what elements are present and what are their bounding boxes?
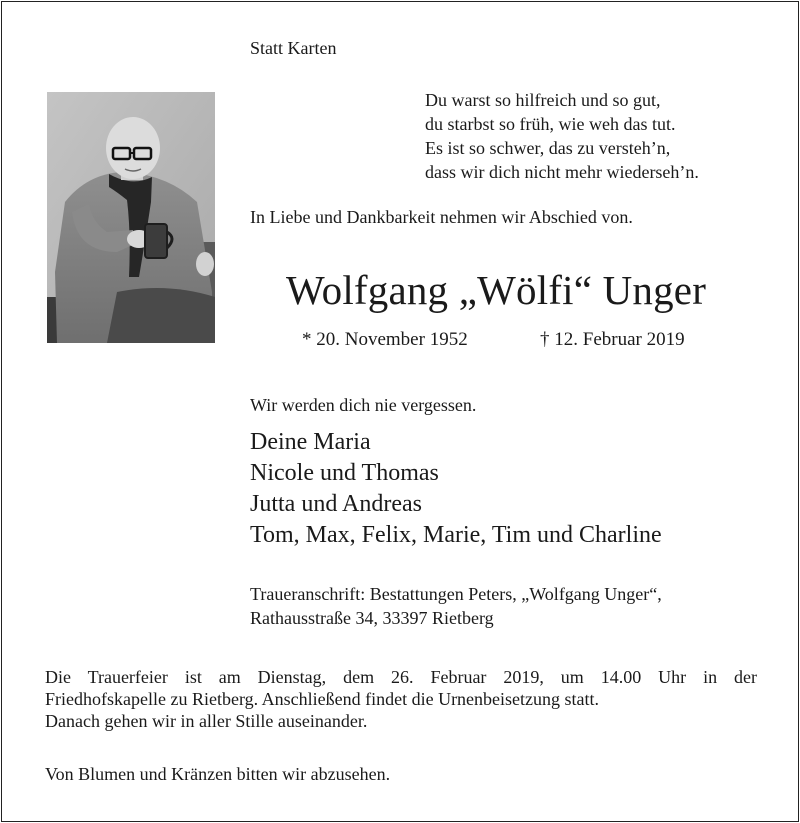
service-line: Danach gehen wir in aller Stille auseinander. — [45, 711, 368, 731]
poem — [425, 88, 699, 184]
service-line: Friedhofskapelle zu Rietberg. Anschließend findet die Urnenbeisetzung statt. — [45, 689, 600, 709]
closing-note: Von Blumen und Kränzen bitten wir abzusehen. — [45, 764, 391, 784]
birth-date: * 20. November 1952 — [302, 329, 468, 350]
address-line: Traueranschrift: Bestattungen Peters, „Wolfgang Unger“, — [250, 584, 662, 604]
poem-line: Du warst so hilfreich und so gut, — [425, 90, 661, 110]
poem-line: du starbst so früh, wie weh das tut. — [425, 114, 676, 134]
family-member: Nicole und Thomas — [250, 460, 439, 486]
statt-karten-label: Statt Karten — [250, 38, 337, 58]
death-date: † 12. Februar 2019 — [540, 329, 685, 350]
family-member: Jutta und Andreas — [250, 491, 422, 517]
intro-text: In Liebe und Dankbarkeit nehmen wir Abschied von. — [250, 207, 633, 227]
service-line: Die Trauerfeier ist am Dienstag, dem 26. Februar 2019, um 14.00 Uhr in der — [45, 667, 757, 687]
portrait-photo — [47, 92, 215, 343]
poem-line: dass wir dich nicht mehr wiederseh’n. — [425, 162, 699, 182]
family-list — [250, 427, 662, 551]
remember-text: Wir werden dich nie vergessen. — [250, 395, 477, 415]
family-member: Tom, Max, Felix, Marie, Tim und Charline — [250, 522, 662, 548]
address-line: Rathausstraße 34, 33397 Rietberg — [250, 608, 494, 628]
mourning-address — [250, 582, 662, 630]
poem-line: Es ist so schwer, das zu versteh’n, — [425, 138, 671, 158]
service-info — [45, 666, 757, 732]
family-member: Deine Maria — [250, 429, 371, 455]
deceased-name: Wolfgang „Wölfi“ Unger — [286, 267, 707, 313]
portrait-illustration — [47, 92, 215, 343]
